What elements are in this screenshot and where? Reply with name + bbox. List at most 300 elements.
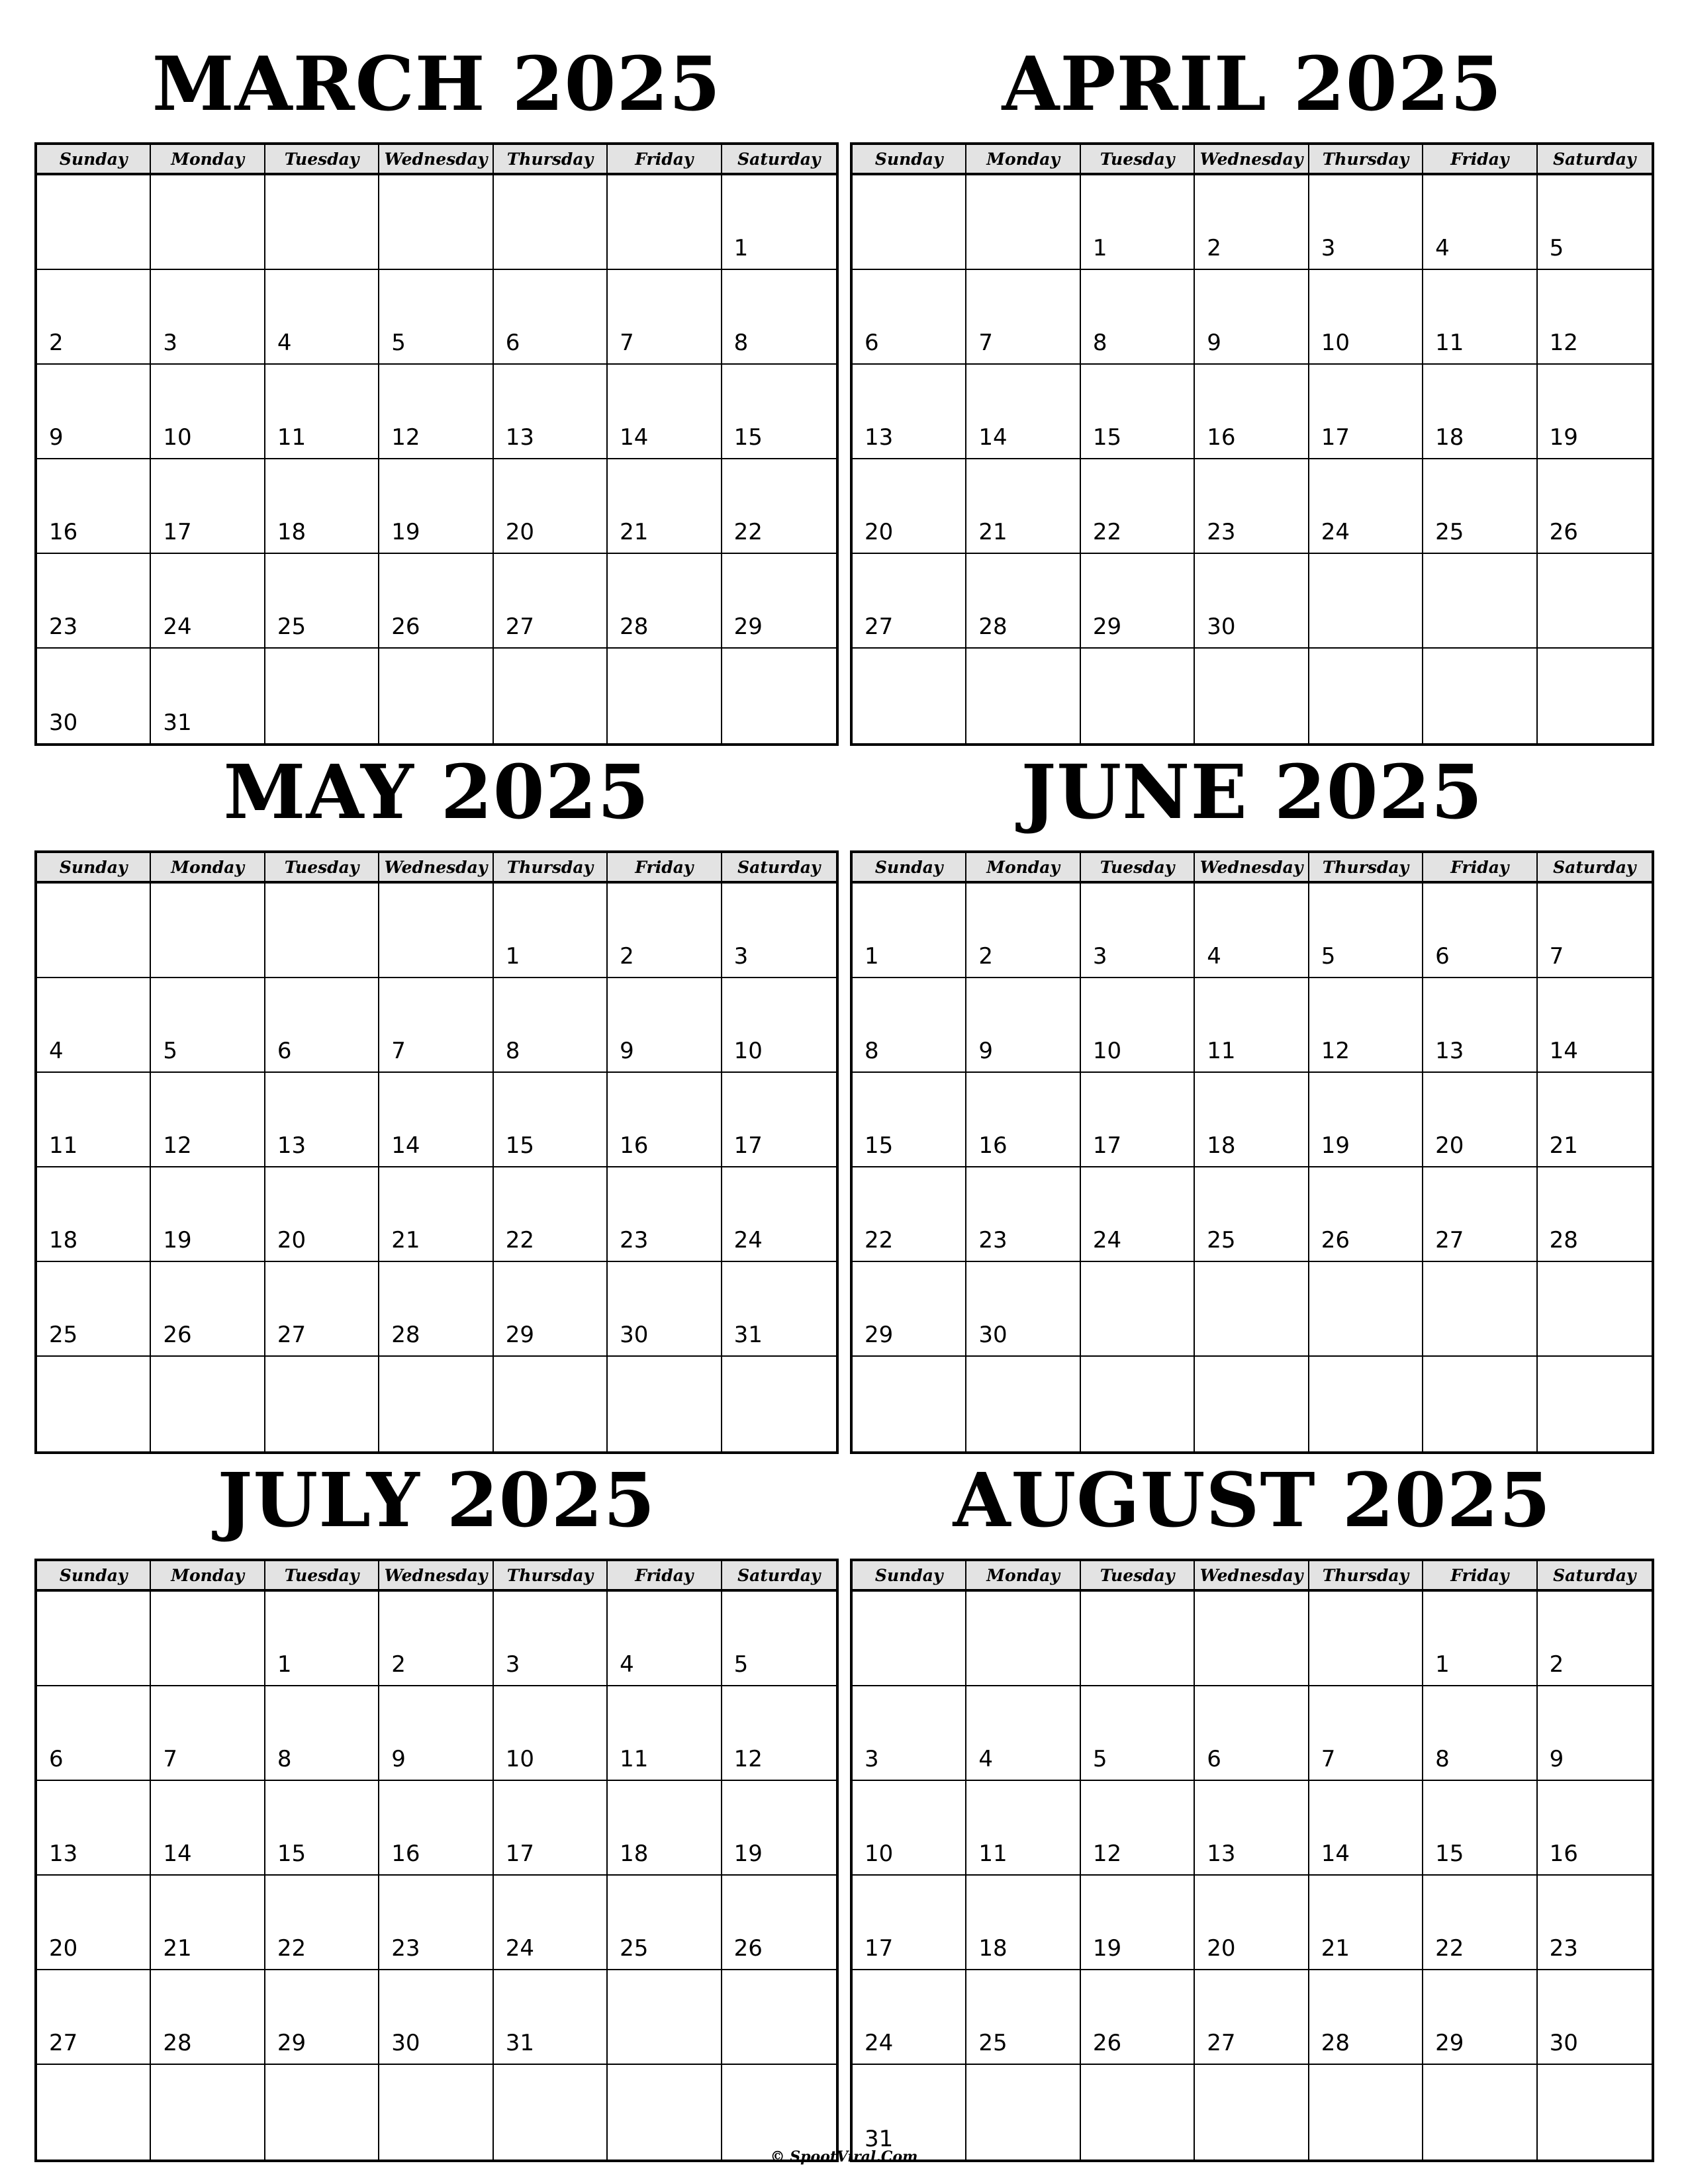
day-cell xyxy=(37,1073,151,1167)
day-cell xyxy=(1538,1357,1652,1451)
day-number: 8 xyxy=(277,1746,292,1772)
day-number: 21 xyxy=(163,1935,192,1962)
day-cell xyxy=(37,2065,151,2160)
day-number: 24 xyxy=(1321,519,1350,545)
day-number: 6 xyxy=(1207,1746,1221,1772)
weekday-header: Friday xyxy=(608,853,722,881)
day-cell xyxy=(1081,2065,1195,2160)
day-number: 26 xyxy=(1549,519,1578,545)
day-number: 26 xyxy=(1092,2030,1122,2056)
day-cell xyxy=(37,554,151,649)
day-cell xyxy=(151,1167,265,1262)
day-cell xyxy=(1309,649,1423,743)
day-cell xyxy=(853,978,966,1073)
day-cell xyxy=(1538,175,1652,270)
day-number: 12 xyxy=(1321,1038,1350,1064)
day-number: 21 xyxy=(1549,1132,1578,1159)
day-number: 25 xyxy=(49,1322,78,1348)
day-cell xyxy=(608,1262,722,1357)
day-number: 18 xyxy=(1207,1132,1236,1159)
day-cell xyxy=(608,554,722,649)
day-number: 1 xyxy=(865,943,879,970)
weekday-header: Tuesday xyxy=(1081,145,1195,173)
day-cell xyxy=(1309,1876,1423,1970)
day-number: 28 xyxy=(620,614,649,640)
day-number: 13 xyxy=(49,1841,78,1867)
day-number: 28 xyxy=(391,1322,420,1348)
day-cell xyxy=(722,365,836,459)
day-number: 13 xyxy=(1435,1038,1464,1064)
weekday-header: Wednesday xyxy=(379,1561,493,1589)
day-cell xyxy=(853,1876,966,1970)
day-number: 8 xyxy=(505,1038,520,1064)
day-cell xyxy=(1309,365,1423,459)
day-number: 30 xyxy=(978,1322,1008,1348)
day-number: 19 xyxy=(733,1841,763,1867)
weekday-header: Saturday xyxy=(1553,1565,1636,1585)
weekday-header-row xyxy=(37,145,836,175)
day-cell xyxy=(37,884,151,978)
day-cell xyxy=(37,978,151,1073)
month-block xyxy=(850,735,1654,1454)
day-cell xyxy=(1195,365,1309,459)
day-cell xyxy=(1195,554,1309,649)
day-cell xyxy=(151,175,265,270)
day-cell xyxy=(608,884,722,978)
day-cell xyxy=(379,1357,493,1451)
day-cell xyxy=(265,175,379,270)
weekday-header: Sunday xyxy=(853,853,966,881)
day-cell xyxy=(966,1876,1080,1970)
day-cell xyxy=(1309,1073,1423,1167)
day-cell xyxy=(37,175,151,270)
day-number: 13 xyxy=(865,424,894,451)
day-number: 7 xyxy=(978,330,994,356)
day-cell xyxy=(1538,1970,1652,2065)
day-cell xyxy=(1423,459,1537,554)
day-number: 26 xyxy=(163,1322,192,1348)
day-number: 22 xyxy=(277,1935,306,1962)
day-cell xyxy=(494,1073,608,1167)
day-cell xyxy=(379,175,493,270)
day-cell xyxy=(379,649,493,743)
day-cell xyxy=(1081,270,1195,365)
day-number: 11 xyxy=(277,424,306,451)
day-cell xyxy=(1081,1592,1195,1686)
day-number: 2 xyxy=(978,943,994,970)
day-number: 10 xyxy=(1321,330,1350,356)
day-cell xyxy=(37,1167,151,1262)
day-grid xyxy=(37,884,836,1451)
day-cell xyxy=(608,1167,722,1262)
day-cell xyxy=(1538,1073,1652,1167)
day-cell xyxy=(1195,978,1309,1073)
day-cell xyxy=(151,1970,265,2065)
day-number: 2 xyxy=(1549,1651,1564,1678)
weekday-header: Sunday xyxy=(37,145,151,173)
month-block xyxy=(34,1443,839,2162)
day-number: 9 xyxy=(391,1746,406,1772)
day-cell xyxy=(151,1686,265,1781)
day-cell xyxy=(1309,1781,1423,1876)
day-cell xyxy=(151,649,265,743)
day-cell xyxy=(853,365,966,459)
day-number: 4 xyxy=(49,1038,64,1064)
day-number: 27 xyxy=(1207,2030,1236,2056)
month-block xyxy=(850,26,1654,746)
day-number: 3 xyxy=(505,1651,520,1678)
day-cell xyxy=(1423,1357,1537,1451)
day-cell xyxy=(1081,1167,1195,1262)
day-cell xyxy=(1538,554,1652,649)
day-cell xyxy=(494,554,608,649)
day-number: 5 xyxy=(1321,943,1336,970)
day-cell xyxy=(722,978,836,1073)
day-number: 31 xyxy=(163,709,192,736)
month-grid xyxy=(34,1559,839,2162)
day-cell xyxy=(1195,175,1309,270)
day-number: 16 xyxy=(1549,1841,1578,1867)
day-number: 22 xyxy=(865,1227,894,1253)
day-cell xyxy=(265,1592,379,1686)
month-grid xyxy=(850,142,1654,746)
weekday-header: Tuesday xyxy=(265,1561,379,1589)
day-cell xyxy=(722,2065,836,2160)
day-cell xyxy=(151,1357,265,1451)
day-number: 28 xyxy=(978,614,1008,640)
day-cell xyxy=(265,270,379,365)
day-cell xyxy=(966,270,1080,365)
day-cell xyxy=(608,1876,722,1970)
weekday-header: Thursday xyxy=(1309,1561,1423,1589)
day-cell xyxy=(1195,649,1309,743)
weekday-header: Thursday xyxy=(1309,145,1423,173)
day-number: 6 xyxy=(49,1746,64,1772)
day-cell xyxy=(1538,1876,1652,1970)
day-cell xyxy=(1423,365,1537,459)
day-cell xyxy=(37,1876,151,1970)
day-number: 14 xyxy=(1321,1841,1350,1867)
day-cell xyxy=(1081,365,1195,459)
day-number: 13 xyxy=(1207,1841,1236,1867)
day-cell xyxy=(722,270,836,365)
day-number: 6 xyxy=(277,1038,292,1064)
day-number: 12 xyxy=(733,1746,763,1772)
weekday-header: Thursday xyxy=(1309,853,1423,881)
day-cell xyxy=(853,1073,966,1167)
month-grid xyxy=(850,850,1654,1454)
day-number: 30 xyxy=(620,1322,649,1348)
weekday-header: Wednesday xyxy=(379,145,493,173)
day-cell xyxy=(608,1357,722,1451)
day-number: 23 xyxy=(391,1935,420,1962)
weekday-header: Monday xyxy=(151,853,265,881)
day-number: 1 xyxy=(277,1651,292,1678)
day-cell xyxy=(379,365,493,459)
day-number: 8 xyxy=(1435,1746,1450,1772)
day-cell xyxy=(608,1781,722,1876)
day-number: 15 xyxy=(505,1132,534,1159)
day-cell xyxy=(1195,1876,1309,1970)
day-number: 25 xyxy=(978,2030,1008,2056)
weekday-header-row xyxy=(37,1561,836,1592)
day-cell xyxy=(1309,270,1423,365)
day-cell xyxy=(1081,459,1195,554)
day-cell xyxy=(151,1781,265,1876)
day-cell xyxy=(966,1073,1080,1167)
day-cell xyxy=(379,2065,493,2160)
day-cell xyxy=(37,1781,151,1876)
day-number: 19 xyxy=(1549,424,1578,451)
month-title: APRIL 2025 xyxy=(1002,40,1503,128)
day-number: 30 xyxy=(49,709,78,736)
day-cell xyxy=(379,1686,493,1781)
day-number: 4 xyxy=(978,1746,994,1772)
day-cell xyxy=(151,2065,265,2160)
day-number: 14 xyxy=(1549,1038,1578,1064)
day-cell xyxy=(608,459,722,554)
weekday-header: Saturday xyxy=(1553,857,1636,877)
weekday-header-row xyxy=(853,853,1652,884)
day-number: 1 xyxy=(733,235,749,261)
day-cell xyxy=(1195,1262,1309,1357)
day-number: 24 xyxy=(505,1935,534,1962)
day-cell xyxy=(966,1592,1080,1686)
day-cell xyxy=(1081,1262,1195,1357)
day-cell xyxy=(966,978,1080,1073)
day-number: 11 xyxy=(49,1132,78,1159)
weekday-header: Friday xyxy=(608,1561,722,1589)
day-cell xyxy=(379,554,493,649)
day-number: 7 xyxy=(1549,943,1564,970)
day-cell xyxy=(1538,365,1652,459)
weekday-header: Sunday xyxy=(37,1561,151,1589)
day-number: 2 xyxy=(1207,235,1221,261)
day-cell xyxy=(966,1357,1080,1451)
day-cell xyxy=(966,365,1080,459)
day-cell xyxy=(1538,1781,1652,1876)
weekday-header: Sunday xyxy=(853,145,966,173)
day-cell xyxy=(1538,2065,1652,2160)
day-number: 18 xyxy=(49,1227,78,1253)
day-cell xyxy=(151,554,265,649)
day-cell xyxy=(1309,1357,1423,1451)
day-number: 8 xyxy=(733,330,749,356)
day-number: 14 xyxy=(978,424,1008,451)
day-cell xyxy=(722,1781,836,1876)
day-cell xyxy=(379,1262,493,1357)
day-number: 10 xyxy=(865,1841,894,1867)
day-number: 3 xyxy=(865,1746,879,1772)
day-cell xyxy=(494,1686,608,1781)
day-cell xyxy=(1081,1073,1195,1167)
day-cell xyxy=(966,175,1080,270)
day-cell xyxy=(722,1167,836,1262)
day-cell xyxy=(1423,270,1537,365)
day-number: 29 xyxy=(1435,2030,1464,2056)
day-cell xyxy=(1538,1592,1652,1686)
day-cell xyxy=(966,554,1080,649)
day-cell xyxy=(379,978,493,1073)
day-number: 20 xyxy=(1435,1132,1464,1159)
day-cell xyxy=(494,175,608,270)
day-cell xyxy=(853,175,966,270)
day-number: 5 xyxy=(1092,1746,1107,1772)
day-cell xyxy=(722,649,836,743)
day-cell xyxy=(608,1073,722,1167)
day-number: 10 xyxy=(733,1038,763,1064)
day-cell xyxy=(853,649,966,743)
day-number: 29 xyxy=(1092,614,1122,640)
day-cell xyxy=(1538,649,1652,743)
day-number: 6 xyxy=(865,330,879,356)
weekday-header-row xyxy=(853,145,1652,175)
day-number: 10 xyxy=(1092,1038,1122,1064)
day-cell xyxy=(1309,175,1423,270)
day-number: 19 xyxy=(391,519,420,545)
day-number: 15 xyxy=(1435,1841,1464,1867)
day-number: 27 xyxy=(1435,1227,1464,1253)
day-cell xyxy=(1195,1781,1309,1876)
day-cell xyxy=(1423,1876,1537,1970)
day-number: 16 xyxy=(978,1132,1008,1159)
day-number: 19 xyxy=(1092,1935,1122,1962)
day-number: 17 xyxy=(733,1132,763,1159)
month-block xyxy=(850,1443,1654,2162)
day-number: 4 xyxy=(277,330,292,356)
weekday-header: Sunday xyxy=(853,1561,966,1589)
day-cell xyxy=(966,1686,1080,1781)
weekday-header: Thursday xyxy=(494,1561,608,1589)
day-cell xyxy=(494,270,608,365)
day-cell xyxy=(1081,884,1195,978)
day-cell xyxy=(1423,978,1537,1073)
weekday-header: Sunday xyxy=(37,853,151,881)
day-number: 7 xyxy=(391,1038,406,1064)
day-cell xyxy=(1423,1781,1537,1876)
day-number: 14 xyxy=(620,424,649,451)
day-cell xyxy=(722,1592,836,1686)
day-cell xyxy=(1538,459,1652,554)
day-number: 7 xyxy=(163,1746,178,1772)
day-number: 3 xyxy=(1321,235,1336,261)
weekday-header: Monday xyxy=(966,853,1080,881)
day-cell xyxy=(966,1167,1080,1262)
weekday-header: Tuesday xyxy=(1081,853,1195,881)
day-cell xyxy=(37,1592,151,1686)
day-cell xyxy=(1309,978,1423,1073)
day-cell xyxy=(1081,649,1195,743)
day-cell xyxy=(151,459,265,554)
day-cell xyxy=(1081,1876,1195,1970)
weekday-header: Thursday xyxy=(494,853,608,881)
day-number: 23 xyxy=(620,1227,649,1253)
day-cell xyxy=(853,554,966,649)
day-cell xyxy=(379,1876,493,1970)
day-number: 16 xyxy=(49,519,78,545)
weekday-header: Saturday xyxy=(1553,149,1636,169)
day-cell xyxy=(966,649,1080,743)
day-grid xyxy=(37,1592,836,2160)
month-grid xyxy=(850,1559,1654,2162)
day-number: 31 xyxy=(733,1322,763,1348)
weekday-header: Monday xyxy=(151,1561,265,1589)
day-number: 28 xyxy=(1549,1227,1578,1253)
day-cell xyxy=(966,884,1080,978)
day-number: 17 xyxy=(1321,424,1350,451)
day-number: 24 xyxy=(865,2030,894,2056)
day-number: 27 xyxy=(49,2030,78,2056)
day-cell xyxy=(1423,1073,1537,1167)
day-cell xyxy=(1423,1592,1537,1686)
day-cell xyxy=(608,2065,722,2160)
day-number: 23 xyxy=(978,1227,1008,1253)
day-cell xyxy=(265,1781,379,1876)
weekday-header-row xyxy=(853,1561,1652,1592)
day-cell xyxy=(853,459,966,554)
day-number: 10 xyxy=(505,1746,534,1772)
day-cell xyxy=(1081,175,1195,270)
day-cell xyxy=(1081,1970,1195,2065)
day-cell xyxy=(1423,1262,1537,1357)
day-cell xyxy=(853,1262,966,1357)
day-cell xyxy=(1423,175,1537,270)
day-cell xyxy=(1195,270,1309,365)
day-cell xyxy=(151,978,265,1073)
day-cell xyxy=(37,270,151,365)
day-cell xyxy=(1538,1167,1652,1262)
day-number: 6 xyxy=(505,330,520,356)
day-cell xyxy=(37,649,151,743)
day-cell xyxy=(966,1970,1080,2065)
weekday-header: Saturday xyxy=(737,857,821,877)
day-cell xyxy=(37,1970,151,2065)
day-cell xyxy=(722,1686,836,1781)
day-cell xyxy=(151,884,265,978)
weekday-header: Wednesday xyxy=(1195,145,1309,173)
day-number: 11 xyxy=(1207,1038,1236,1064)
day-number: 29 xyxy=(865,1322,894,1348)
day-number: 9 xyxy=(49,424,64,451)
day-number: 29 xyxy=(277,2030,306,2056)
month-title: MAY 2025 xyxy=(223,749,650,836)
weekday-header: Tuesday xyxy=(265,853,379,881)
weekday-header: Friday xyxy=(608,145,722,173)
day-number: 1 xyxy=(1092,235,1107,261)
day-cell xyxy=(494,1876,608,1970)
day-number: 28 xyxy=(1321,2030,1350,2056)
day-cell xyxy=(1195,884,1309,978)
day-number: 9 xyxy=(1549,1746,1564,1772)
day-number: 26 xyxy=(391,614,420,640)
weekday-header: Monday xyxy=(151,145,265,173)
day-cell xyxy=(1081,554,1195,649)
day-cell xyxy=(151,365,265,459)
day-cell xyxy=(151,1592,265,1686)
day-cell xyxy=(608,978,722,1073)
day-number: 25 xyxy=(277,614,306,640)
day-grid xyxy=(853,175,1652,743)
day-cell xyxy=(608,1970,722,2065)
day-number: 20 xyxy=(277,1227,306,1253)
day-number: 2 xyxy=(391,1651,406,1678)
day-cell xyxy=(608,175,722,270)
weekday-header: Wednesday xyxy=(1195,853,1309,881)
day-cell xyxy=(1081,1357,1195,1451)
weekday-header: Wednesday xyxy=(379,853,493,881)
day-cell xyxy=(1309,459,1423,554)
day-number: 6 xyxy=(1435,943,1450,970)
